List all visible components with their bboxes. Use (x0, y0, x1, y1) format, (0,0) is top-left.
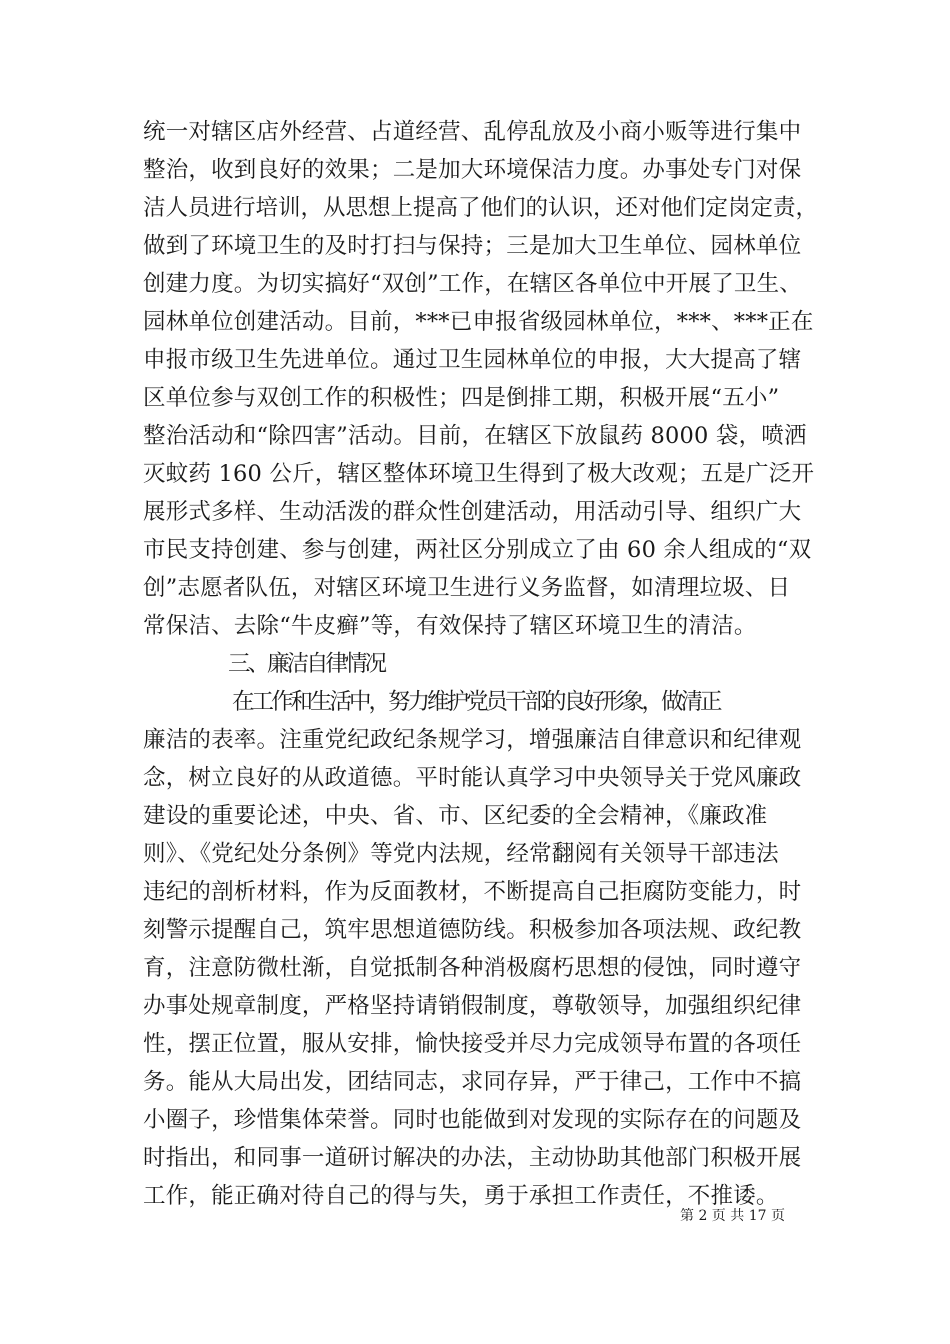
body-text-line: 违纪的剖析材料，作为反面教材，不断提高自己拒腐防变能力，时 (143, 879, 802, 905)
body-text-line: 念，树立良好的从政道德。平时能认真学习中央领导关于党风廉政 (143, 765, 802, 791)
body-text-line: 常保洁、去除“牛皮癣”等，有效保持了辖区环境卫生的清洁。 (143, 613, 757, 639)
body-text-line: 市民支持创建、参与创建，两社区分别成立了由 60 余人组成的“双 (143, 537, 812, 563)
body-text-line: 展形式多样、生动活泼的群众性创建活动，用活动引导、组织广大 (143, 499, 802, 525)
body-text-line: 时指出，和同事一道研讨解决的办法，主动协助其他部门积极开展 (143, 1145, 802, 1171)
body-text-line: 小圈子，珍惜集体荣誉。同时也能做到对发现的实际存在的问题及 (143, 1107, 802, 1133)
body-text-line: 创”志愿者队伍，对辖区环境卫生进行义务监督，如清理垃圾、日 (143, 575, 791, 601)
body-text-line: 统一对辖区店外经营、占道经营、乱停乱放及小商小贩等进行集中 (143, 119, 802, 145)
body-text-line: 刻警示提醒自己，筑牢思想道德防线。积极参加各项法规、政纪教 (143, 917, 802, 943)
body-text-line: 洁人员进行培训，从思想上提高了他们的认识，还对他们定岗定责， (143, 195, 819, 221)
body-text-line: 做到了环境卫生的及时打扫与保持；三是加大卫生单位、园林单位 (143, 233, 802, 259)
section-heading: 三、廉洁自律情况 (228, 651, 385, 677)
body-text-line: 申报市级卫生先进单位。通过卫生园林单位的申报，大大提高了辖 (143, 347, 802, 373)
body-text-line: 工作，能正确对待自己的得与失，勇于承担工作责任，不推诿。 (143, 1183, 779, 1209)
body-text-line: 建设的重要论述，中央、省、市、区纪委的全会精神，《廉政准 (143, 803, 768, 829)
body-text-line: 创建力度。为切实搞好“双创”工作，在辖区各单位中开展了卫生、 (143, 271, 803, 297)
body-text-line: 区单位参与双创工作的积极性；四是倒排工期，积极开展“五小” (143, 385, 780, 411)
body-text-line: 灭蚊药 160 公斤，辖区整体环境卫生得到了极大改观；五是广泛开 (143, 461, 815, 487)
body-text-line: 在工作和生活中，努力维护党员干部的良好形象，做清正 (232, 689, 720, 715)
body-text-line: 性，摆正位置，服从安排，愉快接受并尽力完成领导布置的各项任 (143, 1031, 802, 1057)
page-number-footer: 第 2 页 共 17 页 (680, 1208, 785, 1224)
body-text-line: 廉洁的表率。注重党纪政纪条规学习，增强廉洁自律意识和纪律观 (143, 727, 802, 753)
body-text-line: 整治活动和“除四害”活动。目前，在辖区下放鼠药 8000 袋，喷洒 (143, 423, 807, 449)
body-text-line: 园林单位创建活动。目前，***已申报省级园林单位，***、***正在 (143, 309, 814, 335)
body-text-line: 整治，收到良好的效果；二是加大环境保洁力度。办事处专门对保 (143, 157, 802, 183)
body-text-line: 育，注意防微杜渐，自觉抵制各种消极腐朽思想的侵蚀，同时遵守 (143, 955, 802, 981)
body-text-line: 则》、《党纪处分条例》等党内法规，经常翻阅有关领导干部违法 (143, 841, 779, 867)
body-text-line: 务。能从大局出发，团结同志，求同存异，严于律己，工作中不搞 (143, 1069, 802, 1095)
body-text-line: 办事处规章制度，严格坚持请销假制度，尊敬领导，加强组织纪律 (143, 993, 802, 1019)
